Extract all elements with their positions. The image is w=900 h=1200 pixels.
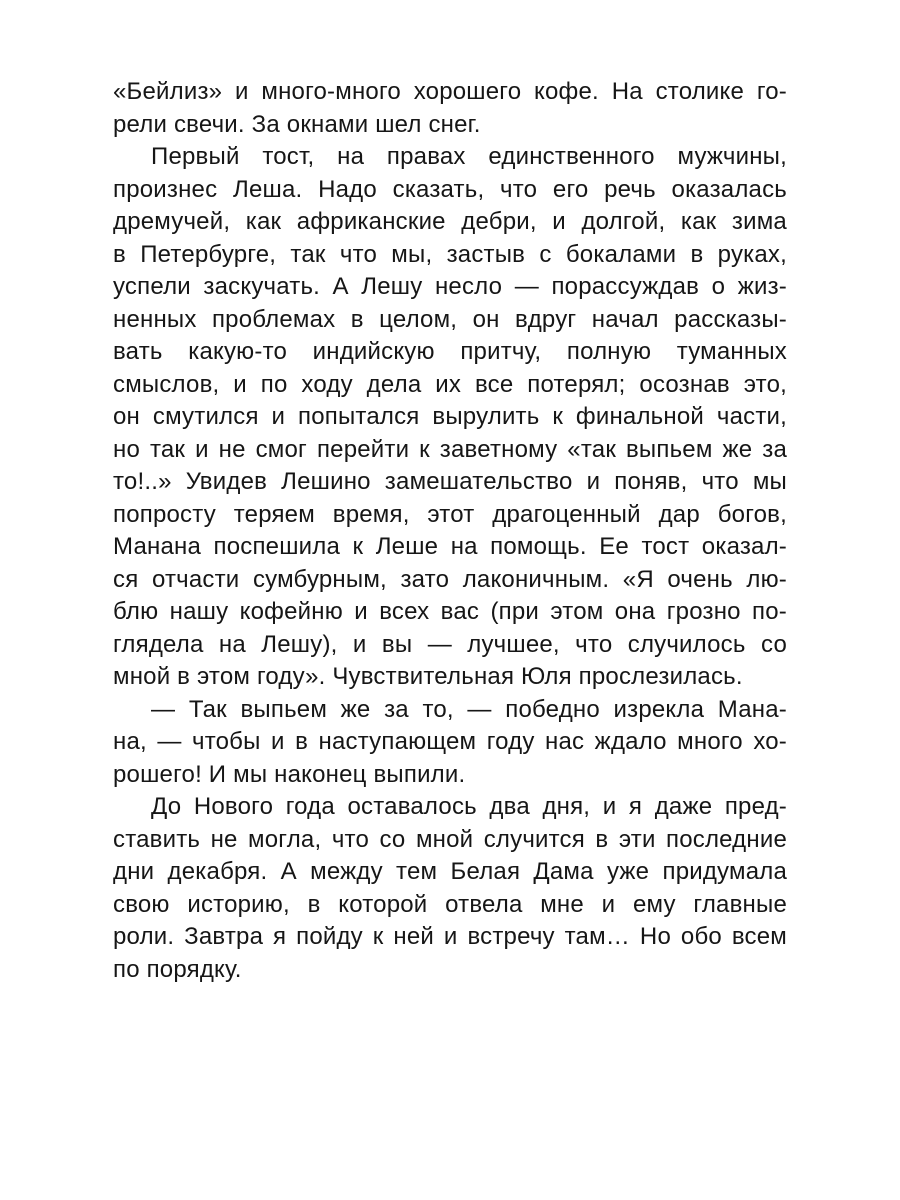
text-line: рошего! И мы наконец выпили.: [113, 760, 466, 788]
text-line: мной в этом году». Чувствительная Юля прослезилась.: [113, 663, 743, 690]
text-line: Первый тост, на правах единственного мужчины,: [151, 143, 787, 170]
text-line: ненных проблемах в целом, он вдруг начал рассказы-: [113, 305, 787, 333]
text-line: дни декабря. А между тем Белая Дама уже придумала: [113, 858, 787, 885]
text-line: роли. Завтра я пойду к ней и встречу там… Но обо всем: [113, 923, 787, 950]
text-line: — Так выпьем же за то, — победно изрекла Мана-: [151, 695, 787, 723]
text-block: [113, 76, 787, 986]
paragraph: [113, 76, 787, 141]
text-line: ставить не могла, что со мной случится в эти последние: [113, 825, 787, 853]
text-line: то!..» Увидев Лешино замешательство и поняв, что мы: [113, 468, 787, 495]
paragraph: [113, 694, 787, 792]
text-line: по порядку.: [113, 955, 242, 983]
paragraph: [113, 141, 787, 694]
text-line: смыслов, и по ходу дела их все потерял; осознав это,: [113, 370, 787, 398]
paragraph: [113, 791, 787, 986]
text-line: в Петербурге, так что мы, застыв с бокалами в руках,: [113, 240, 787, 268]
text-line: Манана поспешила к Леше на помощь. Ее тост оказал-: [113, 533, 787, 560]
text-line: ся отчасти сумбурным, зато лаконичным. «Я очень лю-: [113, 565, 787, 593]
text-line: успели заскучать. А Лешу несло — порассуждав о жиз-: [113, 273, 787, 300]
text-line: дремучей, как африканские дебри, и долгой, как зима: [113, 208, 787, 235]
text-line: но так и не смог перейти к заветному «так выпьем же за: [113, 435, 787, 463]
text-line: «Бейлиз» и много-много хорошего кофе. На столике го-: [113, 78, 787, 105]
text-line: рели свечи. За окнами шел снег.: [113, 110, 481, 138]
text-line: произнес Леша. Надо сказать, что его речь оказалась: [113, 175, 787, 203]
text-line: блю нашу кофейню и всех вас (при этом она грозно по-: [113, 598, 787, 625]
text-line: До Нового года оставалось два дня, и я даже пред-: [151, 793, 787, 820]
text-line: он смутился и попытался вырулить к финальной части,: [113, 403, 787, 430]
text-line: попросту теряем время, этот драгоценный дар богов,: [113, 500, 787, 528]
text-line: свою историю, в которой отвела мне и ему главные: [113, 890, 787, 918]
text-line: вать какую-то индийскую притчу, полную туманных: [113, 338, 787, 365]
text-line: глядела на Лешу), и вы — лучшее, что случилось со: [113, 630, 787, 658]
text-line: на, — чтобы и в наступающем году нас ждало много хо-: [113, 728, 787, 755]
